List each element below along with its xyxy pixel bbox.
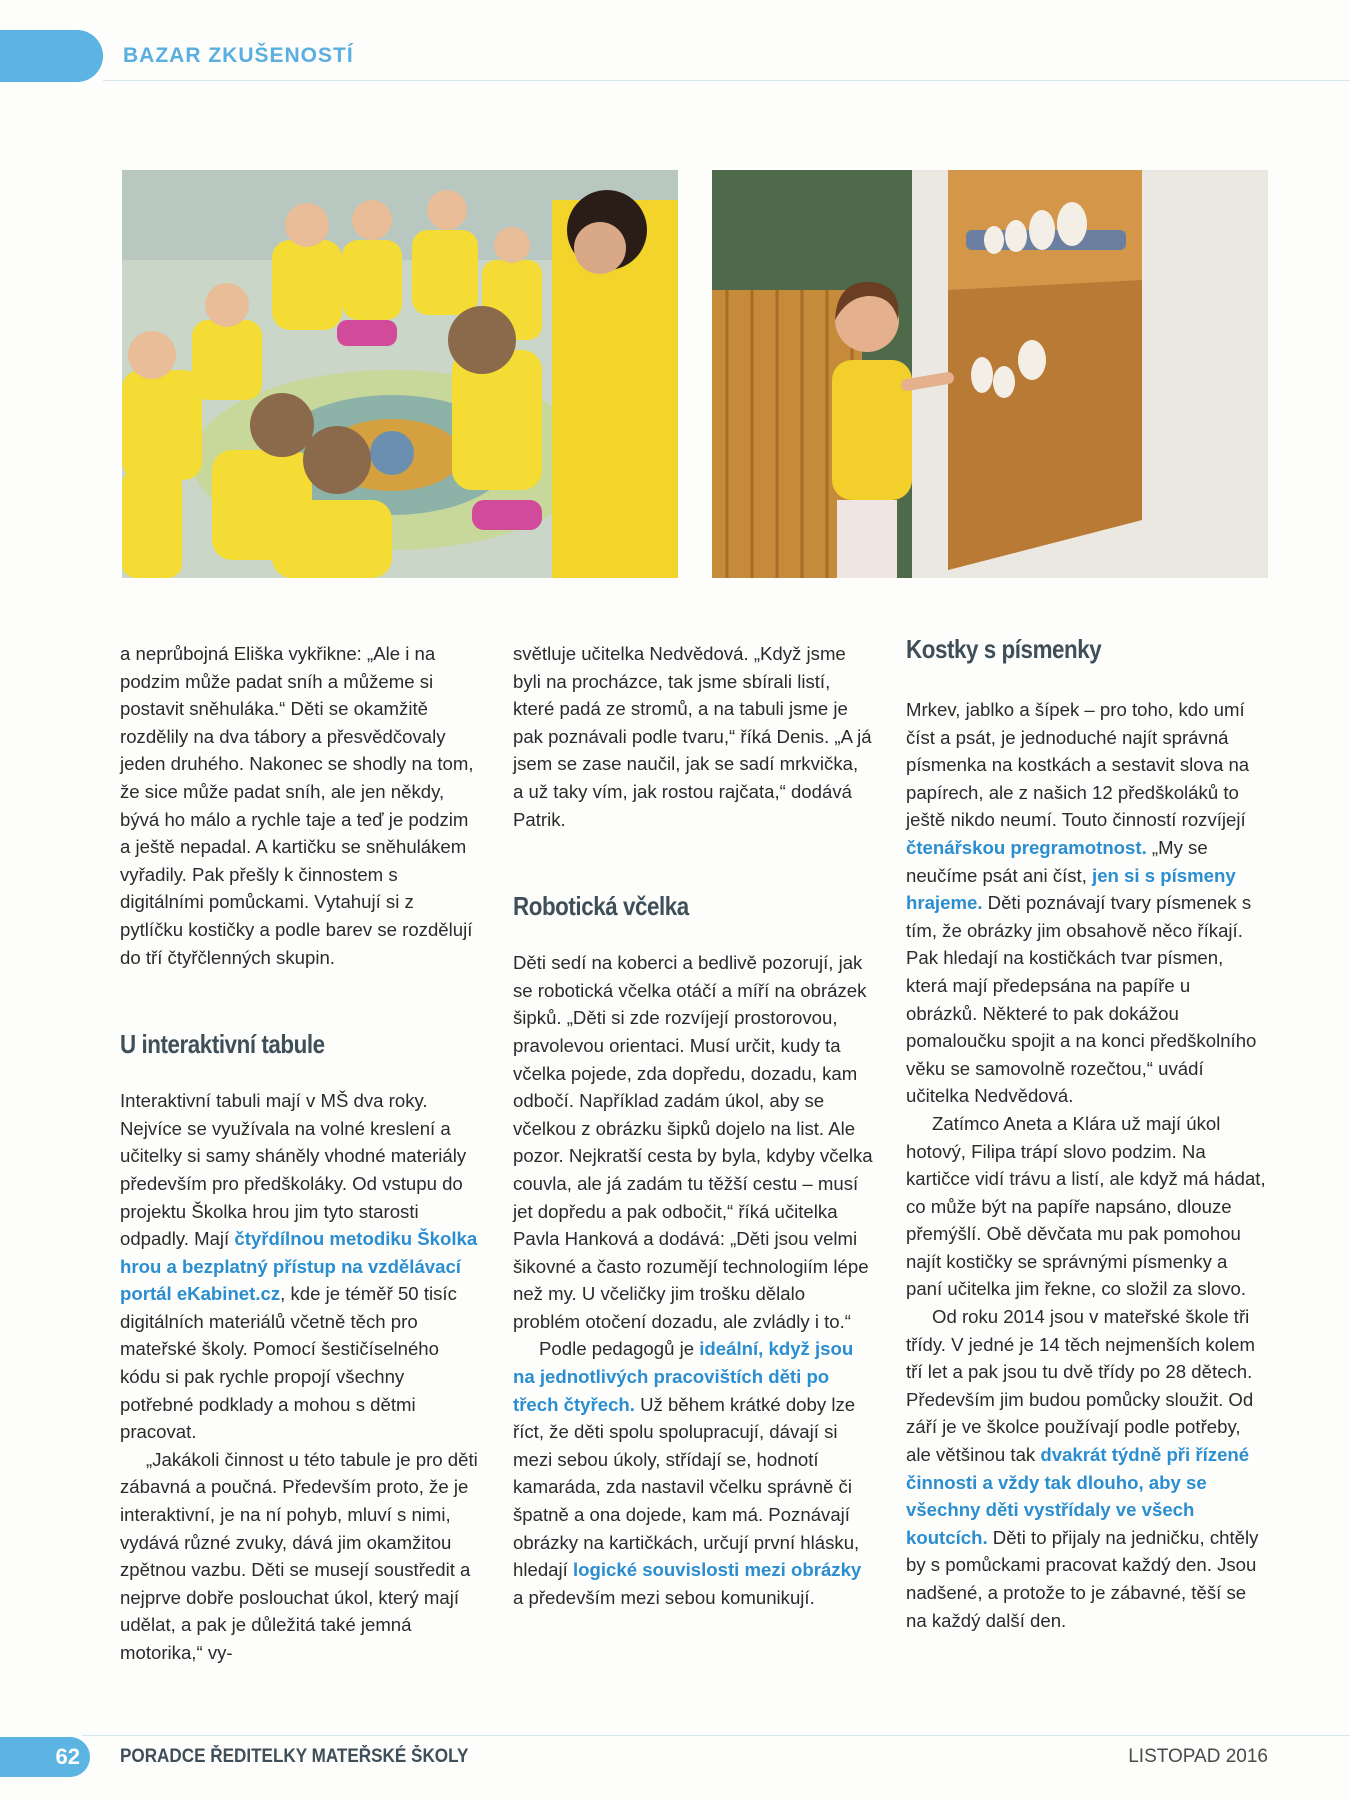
highlight-text: čtenářskou pregramotnost. — [906, 836, 1147, 858]
paragraph: Mrkev, jablko a šípek – pro toho, kdo umí číst a psát, je jednoduché najít správná písmenka na kostkách a sestavit slova na papírech, ale z našich 12 předškoláků to ještě nikdo neumí. Touto činností rozvíjejí čtenářskou pregramotnost. „My se neučíme psát ani číst, jen si s písmeny hrajeme. Děti poznávají tvary písmenek s tím, že obrázky jim obsahově něco říkají. Pak hledají na kostičkách tvar písmen, která mají předepsána na papíře u obrázků. Některé to pak dokážou pomaloučku spojit a na konci předškolního věku se samovolně rozečtou,“ uvádí učitelka Nedvědová. — [906, 699, 1257, 1107]
photo-children-circle — [122, 170, 678, 578]
text-column-2 — [513, 640, 873, 1611]
highlight-text: čtyřdílnou metodiku Školka hrou a bezplatný přístup na vzdělávací portál eKabinet.cz — [120, 1228, 478, 1305]
issue-date: LISTOPAD 2016 — [1128, 1746, 1268, 1767]
header-divider — [103, 80, 1350, 81]
paragraph: Od roku 2014 jsou v mateřské škole tři třídy. V jedné je 14 těch nejmenších kolem tří let a pak jsou tu dvě třídy po 28 dětech. Především jim budou pomůcky sloužit. Od září je ve školce používají podle potřeby, ale většinou tak dvakrát týdně při řízené činnosti a vždy tak dlouho, aby se všechny děti vystřídaly ve všech koutcích. Děti to přijaly na jedničku, chtěly by s pomůckami pracovat každý den. Jsou nadšené, a protože to je zábavné, těší se na každý další den. — [906, 1306, 1259, 1631]
header-accent-tab — [0, 30, 103, 82]
heading-robotic-bee: Robotická včelka — [513, 891, 689, 922]
section-title: BAZAR ZKUŠENOSTÍ — [123, 44, 354, 67]
paragraph: Děti sedí na koberci a bedlivě pozorují, jak se robotická včelka otáčí a míří na obrázek šipků. „Děti si zde rozvíjejí prostorovou, pravolevou orientaci. Musí určit, kudy ta včelka pojede, zda dopředu, dozadu, kam odbočí. Například zadám úkol, aby se včelkou z obrázku šipků dojelo na list. Ale pozor. Nejkratší cesta by byla, kdyby včelka couvla, ale já zadám tu těžší cestu – musí jet dopředu a pak odbočit,“ říká učitelka Pavla Hanková a dodává: „Děti jsou velmi šikovné a často rozumějí technologiím lépe než my. U včeličky jim trošku dělalo problém otočení dozadu, ale zvládly i to.“ — [513, 952, 873, 1332]
paragraph: Zatímco Aneta a Klára už mají úkol hotový, Filipa trápí slovo podzim. Na kartičce vidí trávu a listí, ale když má hádat, co může být na papíře napsáno, dlouze přemýšlí. Obě děvčata mu pak pomohou najít kostičky se správnými písmenky a paní učitelka jim řekne, co složil za slovo. — [906, 1112, 1266, 1300]
page-number: 62 — [0, 1737, 90, 1777]
children-circle-image — [122, 170, 678, 578]
paragraph: „Jakákoli činnost u této tabule je pro děti zábavná a poučná. Především proto, že je interaktivní, je na ní pohyb, mluví s nimi, vydává různé zvuky, dává jim okamžitou zpětnou vazbu. Děti se musejí soustředit a nejprve dobře poslouchat úkol, který mají udělat, a pak je důležitá také jemná motorika,“ vy- — [120, 1448, 478, 1663]
publication-title: PORADCE ŘEDITELKY MATEŘSKÉ ŠKOLY — [120, 1746, 469, 1767]
interactive-board-image — [712, 170, 1268, 578]
paragraph: Interaktivní tabuli mají v MŠ dva roky. Nejvíce se využívala na volné kreslení a učitelky si samy sháněly vhodné materiály především pro předškoláky. Od vstupu do projektu Školka hrou jim tyto starosti odpadly. Mají čtyřdílnou metodiku Školka hrou a bezplatný přístup na vzdělávací portál eKabinet.cz, kde je téměř 50 tisíc digitálních materiálů včetně těch pro mateřské školy. Pomocí šestičíselného kódu si pak rychle propojí všechny potřebné podklady a mohou s dětmi pracovat. — [120, 1090, 478, 1443]
highlight-text: dvakrát týdně při řízené činnosti a vždy tak dlouho, aby se všechny děti vystřídaly ve všech koutcích. — [906, 1444, 1250, 1548]
highlight-text: jen si s písmeny hrajeme. — [906, 864, 1236, 914]
paragraph: světluje učitelka Nedvědová. „Když jsme byli na procházce, tak jsme sbírali listí, které padá ze stromů, a na tabuli jsme je pak poznávali podle tvaru,“ říká Denis. „A já jsem se zase naučil, jak se sadí mrkvička, a už taky vím, jak rostou rajčata,“ dodává Patrik. — [513, 643, 872, 830]
heading-interactive-board: U interaktivní tabule — [120, 1029, 325, 1060]
footer-divider — [82, 1735, 1350, 1736]
text-column-3 — [906, 632, 1266, 1634]
highlight-text: ideální, když jsou na jednotlivých pracovištích děti po třech čtyřech. — [513, 1338, 854, 1415]
text-column-1 — [120, 640, 480, 1667]
paragraph: Podle pedagogů je ideální, když jsou na jednotlivých pracovištích děti po třech čtyřech. Už během krátké doby lze říct, že děti spolu spolupracují, dávají si mezi sebou úkoly, střídají se, hodnotí kamaráda, zda nastavil včelku správně či špatně a ona dojede, kam má. Poznávají obrázky na kartičkách, určují první hlásku, hledají logické souvislosti mezi obrázky a především mezi sebou komunikují. — [513, 1338, 862, 1608]
photo-interactive-board — [712, 170, 1268, 578]
highlight-text: logické souvislosti mezi obrázky — [572, 1559, 862, 1581]
heading-letter-blocks: Kostky s písmenky — [906, 634, 1102, 664]
paragraph: a neprůbojná Eliška vykřikne: „Ale i na podzim může padat sníh a můžeme si postavit sněhuláka.“ Děti se okamžitě rozdělily na dva tábory a přesvědčovaly jeden druhého. Nakonec se shodly na tom, že sice může padat sníh, ale jen někdy, bývá ho málo a rychle taje a teď je podzim a ještě nepadal. A kartičku se sněhulákem vyřadily. Pak přešly k činnostem s digitálními pomůckami. Vytahují si z pytlíčku kostičky a podle barev se rozdělují do tří čtyřčlenných skupin. — [120, 643, 474, 968]
